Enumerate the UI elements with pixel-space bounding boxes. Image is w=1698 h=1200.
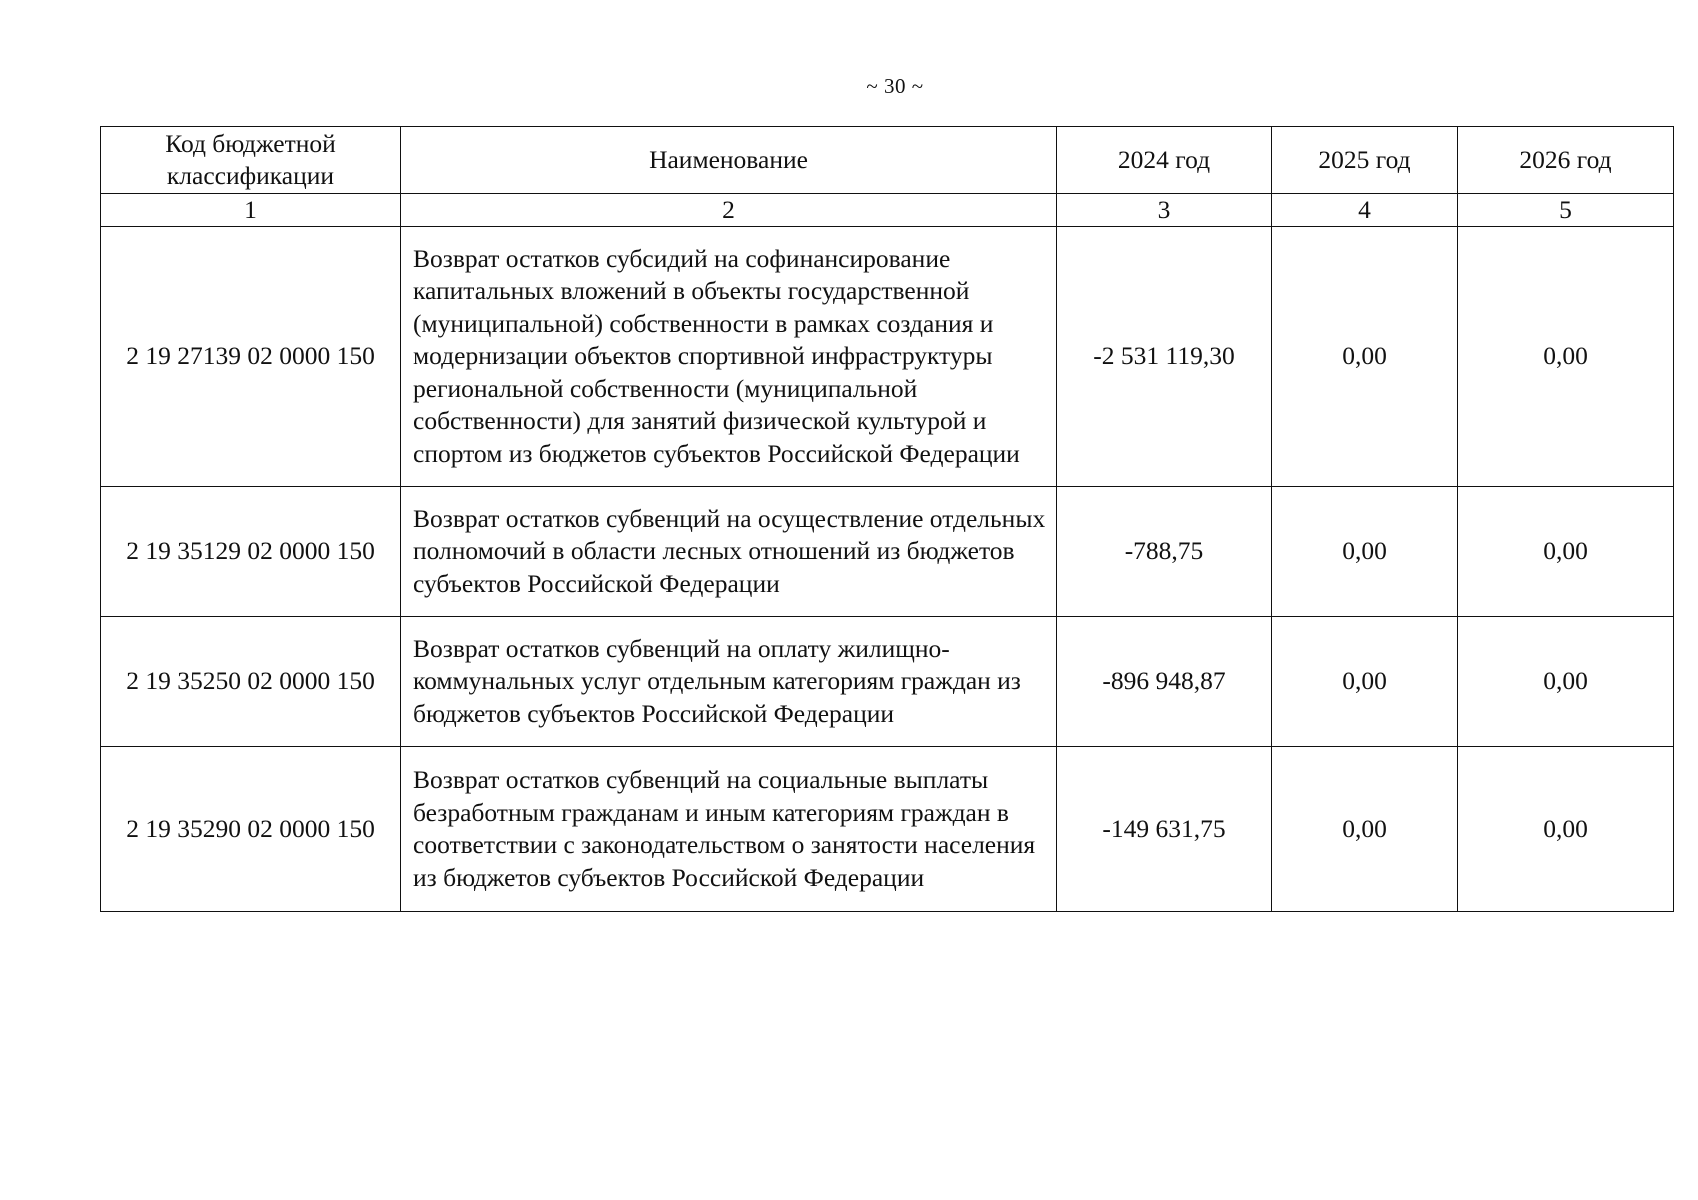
header-name: Наименование: [401, 127, 1057, 194]
name-cell: Возврат остатков субвенций на социальные выплаты безработным гражданам и иным категориям граждан в соответствии с законодательством о занятости населения из бюджетов субъектов Российской Федерации: [401, 747, 1057, 912]
value-2024-cell: -149 631,75: [1057, 747, 1272, 912]
column-number: 3: [1057, 194, 1272, 227]
header-2025: 2025 год: [1272, 127, 1458, 194]
column-number: 4: [1272, 194, 1458, 227]
budget-table: [100, 126, 1674, 912]
value-2026-cell: 0,00: [1458, 487, 1674, 617]
value-2026-cell: 0,00: [1458, 227, 1674, 487]
column-number: 5: [1458, 194, 1674, 227]
name-cell: Возврат остатков субвенций на оплату жилищно-коммунальных услуг отдельным категориям граждан из бюджетов субъектов Российской Федерации: [401, 617, 1057, 747]
table-row: [101, 747, 1674, 912]
table-row: [101, 227, 1674, 487]
value-2024-cell: -896 948,87: [1057, 617, 1272, 747]
value-2025-cell: 0,00: [1272, 227, 1458, 487]
value-2024-cell: -2 531 119,30: [1057, 227, 1272, 487]
value-2025-cell: 0,00: [1272, 747, 1458, 912]
name-cell: Возврат остатков субвенций на осуществление отдельных полномочий в области лесных отношений из бюджетов субъектов Российской Федерации: [401, 487, 1057, 617]
header-2024: 2024 год: [1057, 127, 1272, 194]
page-number: ~ 30 ~: [866, 74, 924, 98]
value-2025-cell: 0,00: [1272, 617, 1458, 747]
table-row: [101, 617, 1674, 747]
budget-code-cell: 2 19 35290 02 0000 150: [101, 747, 401, 912]
column-number-row: [101, 194, 1674, 227]
value-2026-cell: 0,00: [1458, 617, 1674, 747]
value-2024-cell: -788,75: [1057, 487, 1272, 617]
budget-code-cell: 2 19 27139 02 0000 150: [101, 227, 401, 487]
budget-code-cell: 2 19 35129 02 0000 150: [101, 487, 401, 617]
column-number: 1: [101, 194, 401, 227]
header-2026: 2026 год: [1458, 127, 1674, 194]
name-cell: Возврат остатков субсидий на софинансирование капитальных вложений в объекты государственной (муниципальной) собственности в рамках создания и модернизации объектов спортивной инфраструктуры региональной собственности (муниципальной собственности) для занятий физической культурой и спортом из бюджетов субъектов Российской Федерации: [401, 227, 1057, 487]
value-2026-cell: 0,00: [1458, 747, 1674, 912]
table-row: [101, 487, 1674, 617]
table-header-row: [101, 127, 1674, 194]
value-2025-cell: 0,00: [1272, 487, 1458, 617]
column-number: 2: [401, 194, 1057, 227]
budget-code-cell: 2 19 35250 02 0000 150: [101, 617, 401, 747]
header-code: Код бюджетной классификации: [101, 127, 401, 194]
